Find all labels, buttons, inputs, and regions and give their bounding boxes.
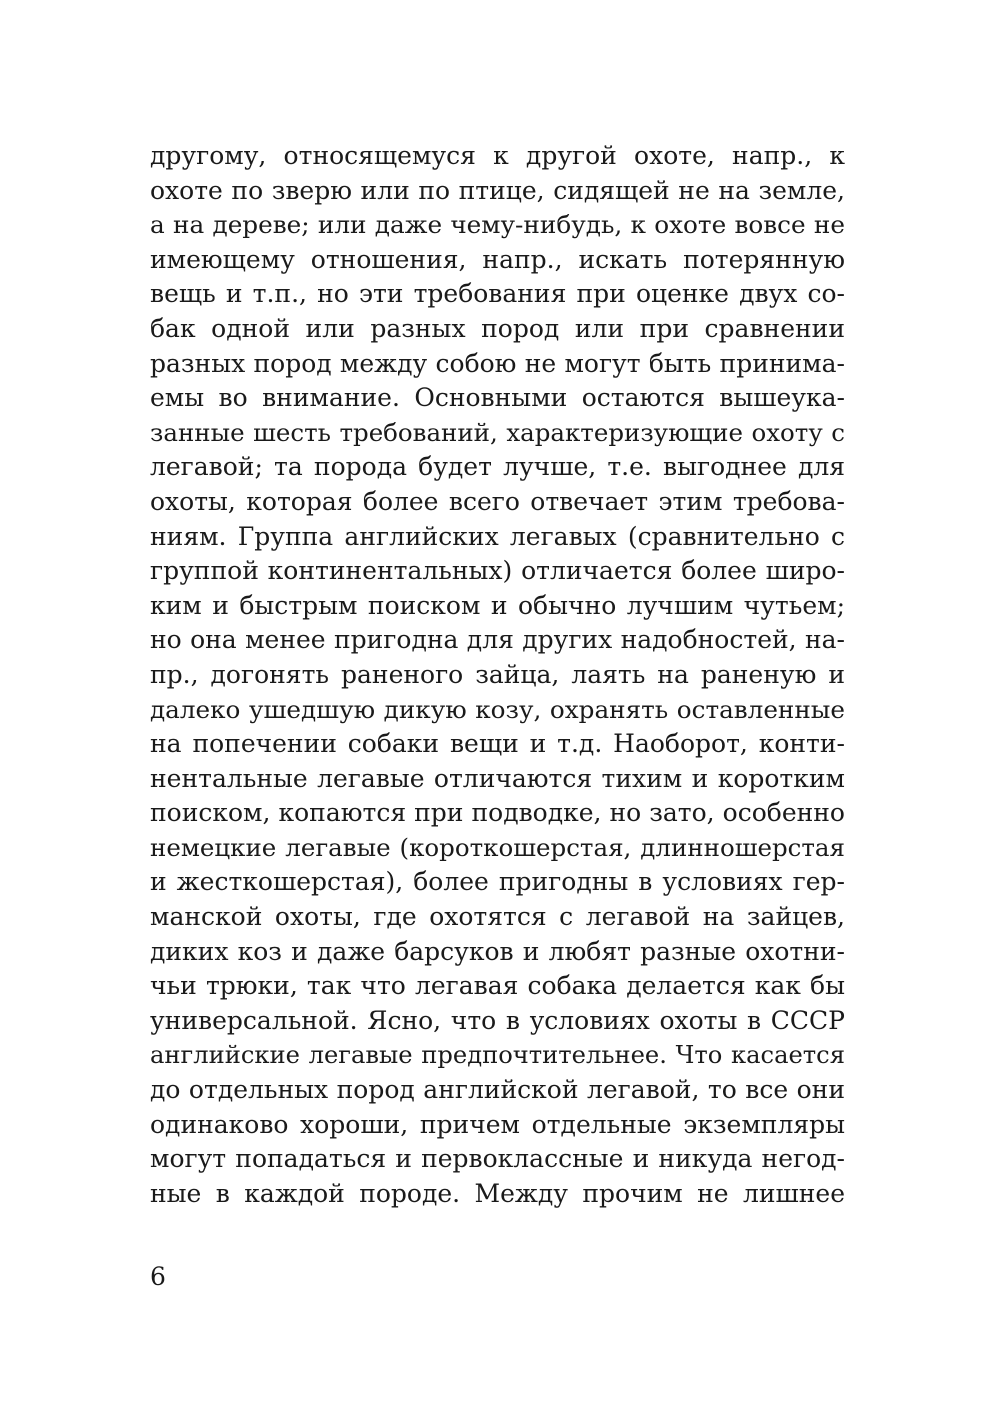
text-line: занные шесть требований, характеризующие охоту с	[150, 417, 845, 447]
text-line: немецкие легавые (короткошерстая, длинношерстая	[150, 832, 845, 862]
text-line: пр., догонять раненого зайца, лаять на раненую и	[150, 659, 845, 689]
text-line: охоты, которая более всего отвечает этим требова-	[150, 486, 845, 516]
text-line: разных пород между собою не могут быть принима-	[150, 348, 845, 378]
text-line: вещь и т.п., но эти требования при оценке двух со-	[150, 279, 845, 309]
text-line: поиском, копаются при подводке, но зато, особенно	[150, 798, 845, 828]
text-line: английские легавые предпочтительнее. Что касается	[150, 1041, 845, 1070]
text-line: охоте по зверю или по птице, сидящей не на земле,	[150, 175, 845, 205]
text-line: бак одной или разных пород или при сравнении	[150, 313, 845, 343]
text-line: далеко ушедшую дикую козу, охранять оставленные	[150, 694, 845, 724]
text-line: универсальной. Ясно, что в условиях охоты в СССР	[150, 1005, 845, 1035]
text-line: на попечении собаки вещи и т.д. Наоборот, конти-	[150, 729, 845, 759]
text-line: легавой; та порода будет лучше, т.е. выгоднее для	[150, 452, 845, 482]
text-line: ниям. Группа английских легавых (сравнительно с	[150, 521, 845, 551]
text-line: нентальные легавые отличаются тихим и коротким	[150, 763, 845, 793]
text-line: могут попадаться и первоклассные и никуда негод-	[150, 1144, 845, 1174]
text-line: емы во внимание. Основными остаются вышеука-	[150, 383, 845, 413]
page-number: 6	[150, 1262, 166, 1291]
text-line: а на дереве; или даже чему-нибудь, к охоте вовсе не	[150, 210, 845, 240]
text-line: манской охоты, где охотятся с легавой на зайцев,	[150, 902, 845, 932]
text-line: одинаково хороши, причем отдельные экземпляры	[150, 1109, 845, 1139]
text-line: чьи трюки, так что легавая собака делается как бы	[150, 971, 845, 1001]
text-line: но она менее пригодна для других надобностей, на-	[150, 625, 845, 655]
text-line: и жесткошерстая), более пригодны в условиях гер-	[150, 867, 845, 897]
text-line: группой континентальных) отличается более широ-	[150, 556, 845, 586]
text-line: имеющему отношения, напр., искать потерянную	[150, 244, 845, 274]
text-line: до отдельных пород английской легавой, то все они	[150, 1075, 845, 1105]
text-line: диких коз и даже барсуков и любят разные охотни-	[150, 936, 845, 966]
text-line: ким и быстрым поиском и обычно лучшим чутьем;	[150, 590, 845, 620]
text-line: ные в каждой породе. Между прочим не лишнее	[150, 1178, 845, 1208]
body-text	[150, 139, 845, 1211]
text-line: другому, относящемуся к другой охоте, напр., к	[150, 141, 845, 170]
